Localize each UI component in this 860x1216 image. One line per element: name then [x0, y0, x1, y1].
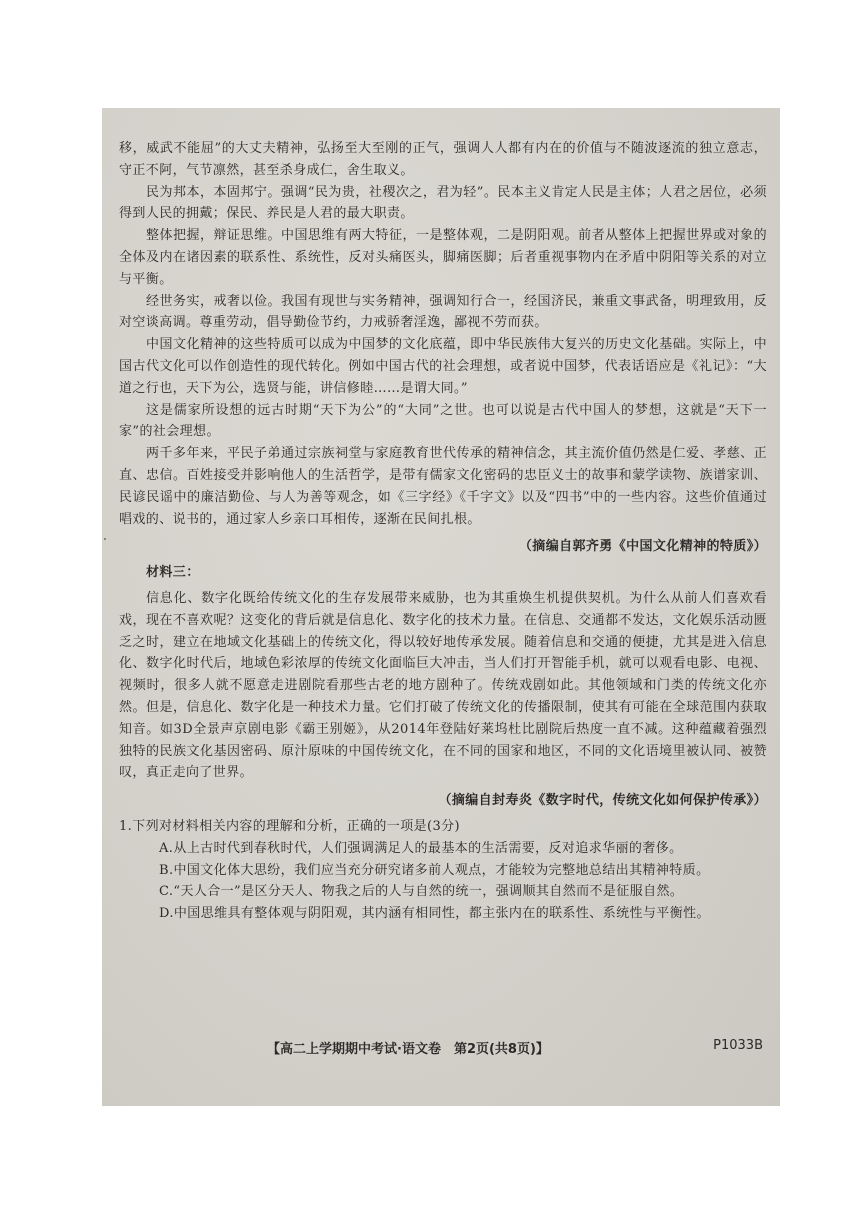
paragraph-minben: 民为邦本，本固邦宁。强调“民为贵，社稷次之，君为轻”。民本主义肯定人民是主体；人君之居位，必须得到人民的拥戴；保民、养民是人君的最大职责。: [119, 184, 767, 222]
paragraph-chinese-dream: 中国文化精神的这些特质可以成为中国梦的文化底蕴，即中华民族伟大复兴的历史文化基础。实际上，中国古代文化可以作创造性的现代转化。例如中国古代的社会理想，或者说中国梦，代表话语应是《礼记》：“大道之行也，天下为公，选贤与能，讲信修睦……是谓大同。”: [119, 337, 767, 396]
material-3-text: 信息化、数字化既给传统文化的生存发展带来威胁，也为其重焕生机提供契机。为什么从前人们喜欢看戏，现在不喜欢呢？这变化的背后就是信息化、数字化的技术力量。在信息、交通都不发达，文化娱乐活动匮乏之时，建立在地域文化基础上的传统文化，得以较好地传承发展。随着信息和交通的便捷，尤其是进入信息化、数字化时代后，地域色彩浓厚的传统文化面临巨大冲击，当人们打开智能手机，就可以观看电影、电视、视频时，很多人就不愿意走进剧院看那些古老的地方剧种了。传统戏剧如此。其他领域和门类的传统文化亦然。但是，信息化、数字化是一种技术力量。它们打破了传统文化的传播限制，使其有可能在全球范围内获取知音。如3D全景声京剧电影《霸王别姬》，从2014年登陆好莱坞杜比剧院后热度一直不减。这种蕴藏着强烈独特的民族文化基因密码、原汁原味的中国传统文化，在不同的国家和地区，不同的文化语境里被认同、被赞叹，真正走向了世界。: [119, 590, 767, 781]
footer-code: P1033B: [713, 1038, 763, 1053]
paragraph-continuation: 移，威武不能屈”的大丈夫精神，弘扬至大至刚的正气，强调人人都有内在的价值与不随波逐流的独立意志，守正不阿，气节凛然，甚至杀身成仁，舍生取义。: [119, 141, 767, 178]
question-stem: 1.下列对材料相关内容的理解和分析，正确的一项是(3分): [119, 818, 461, 834]
paragraph-holistic-thinking: 整体把握，辩证思维。中国思维有两大特征，一是整体观，二是阴阳观。前者从整体上把握世界或对象的全体及内在诸因素的联系性、系统性，反对头痛医头，脚痛医脚；后者重视事物内在矛盾中阴阳等关系的对立与平衡。: [119, 228, 767, 287]
paragraph-pragmatism: 经世务实，戒奢以俭。我国有现世与实务精神，强调知行合一，经国济民，兼重文事武备，明理致用，反对空谈高调。尊重劳动，倡导勤俭节约，力戒骄奢淫逸，鄙视不劳而获。: [119, 293, 767, 331]
source-citation-2: （摘编自郭齐勇《中国文化精神的特质》）: [518, 539, 767, 555]
paragraph-tradition: 两千多年来，平民子弟通过宗族祠堂与家庭教育世代传承的精神信念，其主流价值仍然是仁爱、孝慈、正直、忠信。百姓接受并影响他人的生活哲学，是带有儒家文化密码的忠臣义士的故事和蒙学读物、族谱家训、民谚民谣中的廉洁勤俭、与人为善等观念，如《三字经》《千字文》以及“四书”中的一些内容。这些价值通过唱戏的、说书的，通过家人乡亲口耳相传，逐渐在民间扎根。: [119, 446, 767, 527]
footer-exam-info: 【高二上学期期中考试·语文卷 第2页(共8页)】: [267, 1042, 549, 1057]
source-citation-3: （摘编自封寿炎《数字时代，传统文化如何保护传承》）: [438, 793, 767, 809]
option-d: D.中国思维具有整体观与阴阳观，其内涵有相同性，都主张内在的联系性、系统性与平衡性。: [159, 906, 710, 922]
option-c: C.“天人合一”是区分天人、物我之后的人与自然的统一，强调顺其自然而不是征服自然。: [159, 884, 684, 900]
option-a: A.从上古时代到春秋时代，人们强调满足人的最基本的生活需要，反对追求华丽的奢侈。: [159, 840, 683, 856]
paragraph-datong: 这是儒家所设想的远古时期“天下为公”的“大同”之世。也可以说是古代中国人的梦想，这就是“天下一家”的社会理想。: [119, 402, 767, 440]
option-b: B.中国文化体大思纷，我们应当充分研究诸多前人观点，才能较为完整地总结出其精神特质。: [159, 862, 710, 878]
ink-speck: [104, 538, 106, 540]
scanned-page-photo: [102, 108, 780, 1106]
exam-page-body: [119, 138, 767, 925]
material-3-heading: 材料三：: [146, 565, 200, 581]
